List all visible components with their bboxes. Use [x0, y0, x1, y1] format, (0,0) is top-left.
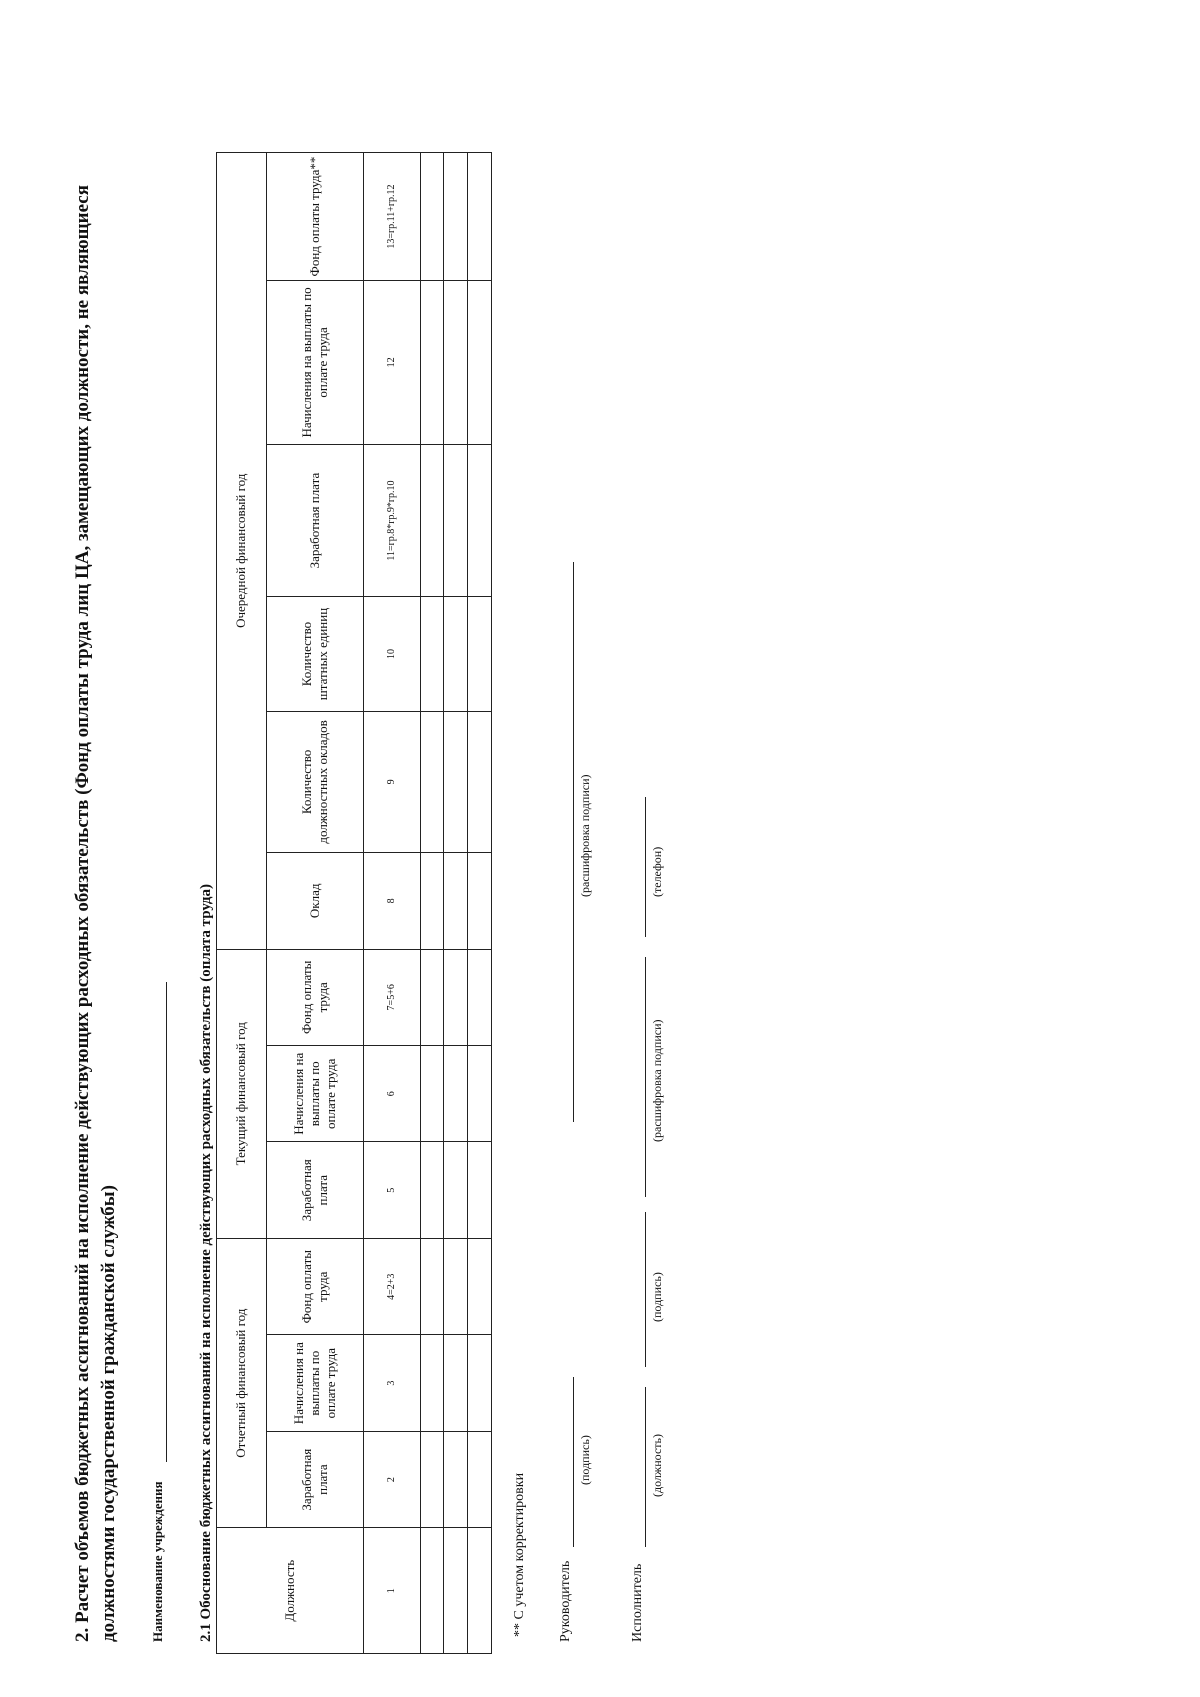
header-col-7: Фонд оплаты труда: [266, 949, 363, 1045]
col-number: 2: [364, 1431, 420, 1527]
header-next-year: Очередной финансовый год: [217, 153, 267, 950]
col-number: 4=2+3: [364, 1238, 420, 1334]
col-number: 10: [364, 597, 420, 711]
col-number: 6: [364, 1046, 420, 1142]
table-row: [468, 153, 492, 1654]
header-position: Должность: [217, 1528, 364, 1654]
executor-position-line[interactable]: [645, 1387, 646, 1547]
executor-phone-caption: (телефон): [650, 846, 664, 897]
header-col-2: Заработная плата: [266, 1431, 363, 1527]
col-number: 11=гр.8*гр.9*гр.10: [364, 444, 420, 597]
executor-phone-line[interactable]: [645, 797, 646, 937]
header-col-8: Оклад: [266, 853, 363, 949]
footnote: ** С учетом корректировки: [512, 1472, 527, 1637]
col-number: 1: [364, 1528, 420, 1654]
institution-label: Наименование учреждения: [150, 1481, 165, 1642]
executor-name-caption: (расшифровка подписи): [650, 1019, 664, 1142]
col-number: 13=гр.11+гр.12: [364, 153, 420, 281]
head-signature-line[interactable]: [573, 1377, 574, 1547]
header-current-year: Текущий финансовый год: [217, 949, 267, 1238]
head-name-line[interactable]: [573, 562, 574, 1122]
head-signature-caption: (подпись): [578, 1435, 592, 1485]
col-number: 12: [364, 281, 420, 445]
col-number: 8: [364, 853, 420, 949]
head-name-caption: (расшифровка подписи): [578, 774, 592, 897]
col-number: 5: [364, 1142, 420, 1238]
header-reporting-year: Отчетный финансовый год: [217, 1238, 267, 1527]
salary-table: [216, 152, 492, 1654]
header-col-13: Фонд оплаты труда**: [266, 153, 363, 281]
table-row: [420, 153, 444, 1654]
page-title: 2. Расчет объемов бюджетных ассигнований на исполнение действующих расходных обязательств (Фонд оплаты труда лиц ЦА, замещающих должности, не являющиеся должностями государственной гражданской службы): [72, 185, 119, 1642]
executor-name-line[interactable]: [645, 957, 646, 1197]
col-number: 3: [364, 1335, 420, 1431]
header-col-5: Заработная плата: [266, 1142, 363, 1238]
executor-signature-line[interactable]: [645, 1212, 646, 1367]
head-label: Руководитель: [558, 1560, 573, 1642]
header-col-12: Начисления на выплаты по оплате труда: [266, 281, 363, 445]
header-col-4: Фонд оплаты труда: [266, 1238, 363, 1334]
table-row: [444, 153, 468, 1654]
executor-label: Исполнитель: [630, 1563, 645, 1642]
header-col-6: Начисления на выплаты по оплате труда: [266, 1046, 363, 1142]
header-col-10: Количество штатных единиц: [266, 597, 363, 711]
col-number: 7=5+6: [364, 949, 420, 1045]
executor-signature-caption: (подпись): [650, 1272, 664, 1322]
header-col-9: Количество должностных окладов: [266, 711, 363, 852]
institution-input-line[interactable]: [166, 982, 167, 1462]
section-subtitle: 2.1 Обоснование бюджетных ассигнований на исполнение действующих расходных обязательств (оплата труда): [198, 884, 214, 1642]
header-col-3: Начисления на выплаты по оплате труда: [266, 1335, 363, 1431]
executor-position-caption: (должность): [650, 1434, 664, 1497]
header-col-11: Заработная плата: [266, 444, 363, 597]
col-number: 9: [364, 711, 420, 852]
